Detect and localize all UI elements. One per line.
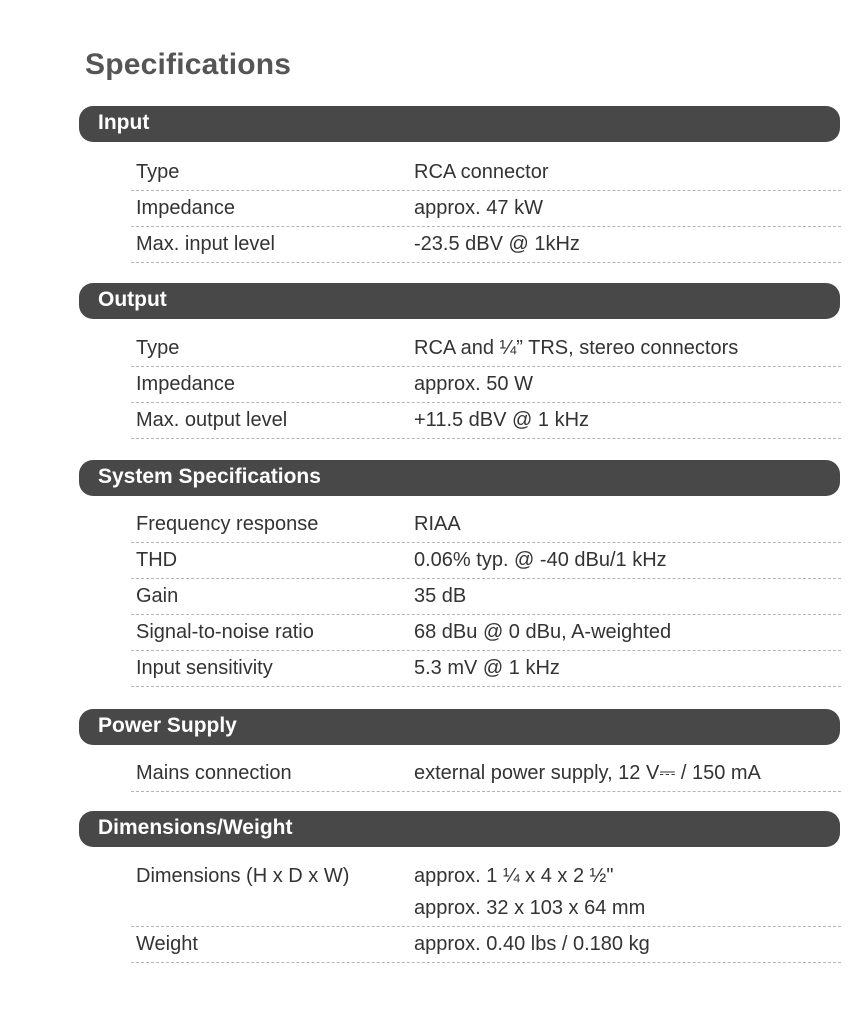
section-title: Dimensions/Weight (98, 816, 293, 839)
section-title: System Specifications (98, 465, 321, 488)
spec-value: RIAA (414, 513, 461, 535)
section-title: Input (98, 111, 150, 134)
spec-label: Mains connection (136, 762, 292, 784)
spec-row-dimensions (131, 860, 841, 927)
spec-label: Max. input level (136, 233, 275, 255)
spec-label: Frequency response (136, 513, 319, 535)
spec-value: approx. 47 kW (414, 197, 543, 219)
spec-row-mains-connection (131, 757, 841, 792)
spec-label: Weight (136, 933, 198, 955)
section-header (79, 709, 840, 745)
spec-label: Max. output level (136, 409, 288, 431)
spec-row-type (131, 332, 841, 367)
spec-label: Input sensitivity (136, 657, 273, 679)
spec-row-weight (131, 928, 841, 963)
spec-label: THD (136, 549, 178, 571)
spec-label: Impedance (136, 197, 235, 219)
spec-value: 0.06% typ. @ -40 dBu/1 kHz (414, 549, 667, 571)
spec-row-impedance (131, 368, 841, 403)
spec-row-thd (131, 544, 841, 579)
spec-row-type (131, 156, 841, 191)
spec-value: +11.5 dBV @ 1 kHz (414, 409, 590, 431)
section-title: Power Supply (98, 714, 237, 737)
spec-label: Dimensions (H x D x W) (136, 865, 350, 887)
spec-value: 35 dB (414, 585, 467, 607)
spec-value: approx. 1 ¼ x 4 x 2 ½" approx. 32 x 103 x 64 mm (414, 865, 646, 919)
spec-value: approx. 50 W (414, 373, 533, 395)
spec-label: Gain (136, 585, 179, 607)
section-header (79, 460, 840, 496)
spec-value: 5.3 mV @ 1 kHz (414, 657, 560, 679)
spec-value: approx. 0.40 lbs / 0.180 kg (414, 933, 650, 955)
spec-row-impedance (131, 192, 841, 227)
spec-value: RCA and ¼” TRS, stereo connectors (414, 337, 739, 359)
spec-label: Type (136, 337, 180, 359)
spec-row-signal-to-noise-ratio (131, 616, 841, 651)
spec-value: 68 dBu @ 0 dBu, A-weighted (414, 621, 672, 643)
section-header (79, 283, 840, 319)
section-title: Output (98, 288, 167, 311)
spec-value: RCA connector (414, 161, 549, 183)
spec-value: -23.5 dBV @ 1kHz (414, 233, 580, 255)
page-title: Specifications (85, 48, 292, 81)
spec-row-max-input-level (131, 228, 841, 263)
section-header (79, 811, 840, 847)
spec-label: Impedance (136, 373, 235, 395)
spec-row-input-sensitivity (131, 652, 841, 687)
spec-row-frequency-response (131, 508, 841, 543)
spec-row-max-output-level (131, 404, 841, 439)
spec-label: Type (136, 161, 180, 183)
spec-value: external power supply, 12 V⎓ / 150 mA (414, 762, 761, 784)
spec-row-gain (131, 580, 841, 615)
section-header (79, 106, 840, 142)
spec-label: Signal-to-noise ratio (136, 621, 314, 643)
